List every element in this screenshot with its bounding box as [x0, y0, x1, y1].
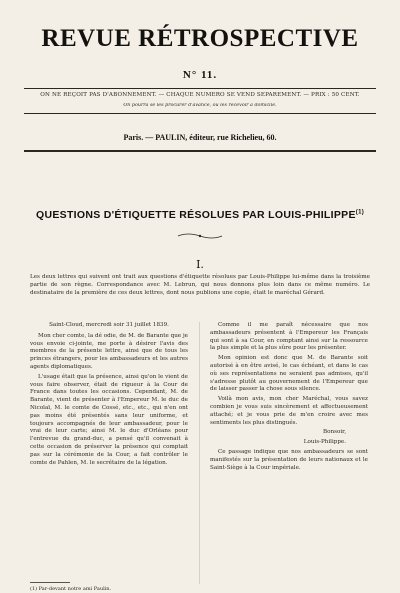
footnote: (1) Par-devant notre ami Paulin. — [30, 586, 112, 592]
column-gutter — [199, 322, 200, 584]
letter-dateline: Saint-Cloud, mercredi soir 31 juillet 1839. — [49, 322, 169, 328]
intro-paragraph: Les deux lettres qui suivent ont trait aux questions d'étiquette résolues par Louis-Philippe lui-même dans la troisième partie de son règne. Correspondance avec M. Lebrun, qui nous donnons plus loin dans ce même numéro. Le destinataire de la première de ces deux lettres, dont nous publions une copie, était le maréchal Gérard. — [30, 274, 370, 296]
ornament-divider — [176, 232, 224, 240]
letter-signature: Louis-Philippe. — [303, 439, 346, 446]
letter-paragraph: Mon cher comte, la dé odie, de M. de Barante que je vous envoie ci-jointe, me porte à désirer l'avis des membres de la présente lettre, ainsi que de tous les princes étrangers, pour les ambassadeurs et les autres agents diplomatiques. — [30, 332, 188, 370]
letter-paragraph: Mon opinion est donc que M. de Barante soit autorisé à en être avisé, le cas échéant, et dans le cas où ses représentations ne seraient pas admises, qu'il s'adresse plutôt au gouvernement de l'Empereur que de laisser passer la chose sous silence. — [210, 355, 368, 393]
article-title-text: QUESTIONS D'ÉTIQUETTE RÉSOLUES PAR LOUIS-PHILIPPE — [35, 209, 356, 221]
footnote-rule — [30, 582, 70, 583]
section-number: I. — [196, 258, 204, 271]
issue-number: N° 11. — [182, 69, 218, 81]
letter-paragraph: Comme il me paraît nécessaire que nos ambassadeurs présentent à l'Empereur les Français qui sont à sa Cour, en comptant ainsi sur la ressource la plus simple et la plus sûre pour les présenter. — [210, 322, 368, 352]
title-footnote-mark: (1) — [355, 209, 365, 216]
letter-paragraph: Voilà mon avis, mon cher Maréchal, vous savez combien je vous suis sincèrement et affectueusement attaché; et je vous prie de m'en croire avec mes sentiments les plus distingués. — [210, 396, 368, 426]
subscription-notice: ON NE REÇOIT PAS D'ABONNEMENT. — CHAQUE NUMÉRO SE VEND SÉPARÉMENT. — PRIX : 50 CENT. — [40, 92, 360, 98]
delivery-notice: On pourra se les procurer d'avance, ou les recevoir à domicile. — [123, 103, 277, 108]
top-rule — [24, 88, 376, 89]
mid-rule — [24, 113, 376, 114]
journal-title: REVUE RÉTROSPECTIVE — [41, 25, 359, 52]
letter-left-column — [30, 322, 188, 469]
article-title — [0, 209, 400, 221]
header-bottom-rule — [24, 150, 376, 152]
commentary-paragraph: Ce passage indique que nos ambassadeurs se sont manifestés sur la présentation de leurs nationaux et le Saint-Siège à la Cour impériale. — [210, 448, 368, 471]
letter-right-column — [210, 322, 368, 474]
letter-paragraph: L'usage était que la présence, ainsi qu'on le vient de vous faire observer, était de rigueur à la Cour de France dans toutes les occasions. Cependant, M. de Barante, vient de présenter à l'Empereur M. le duc de Nicolaï, M. le comte de Cossé, etc., etc., qui n'en ont pas moins été présentés sans leur uniforme, et toujours accompagnés de leur ambassadeur, pour le vrai de leur carte; ainsi M. le duc d'Orléans pour l'entrevue du grand-duc, a pensé qu'il convenait à cette occasion de préserver la présence qui comptait pas sur la cérémonie de la Cour, a fait contrôler le comte de Pahlen, M. le secrétaire de la légation. — [30, 373, 188, 466]
publisher-line: Paris. — PAULIN, éditeur, rue Richelieu, 60. — [123, 133, 277, 142]
letter-closing: Bonsoir, — [323, 429, 346, 436]
